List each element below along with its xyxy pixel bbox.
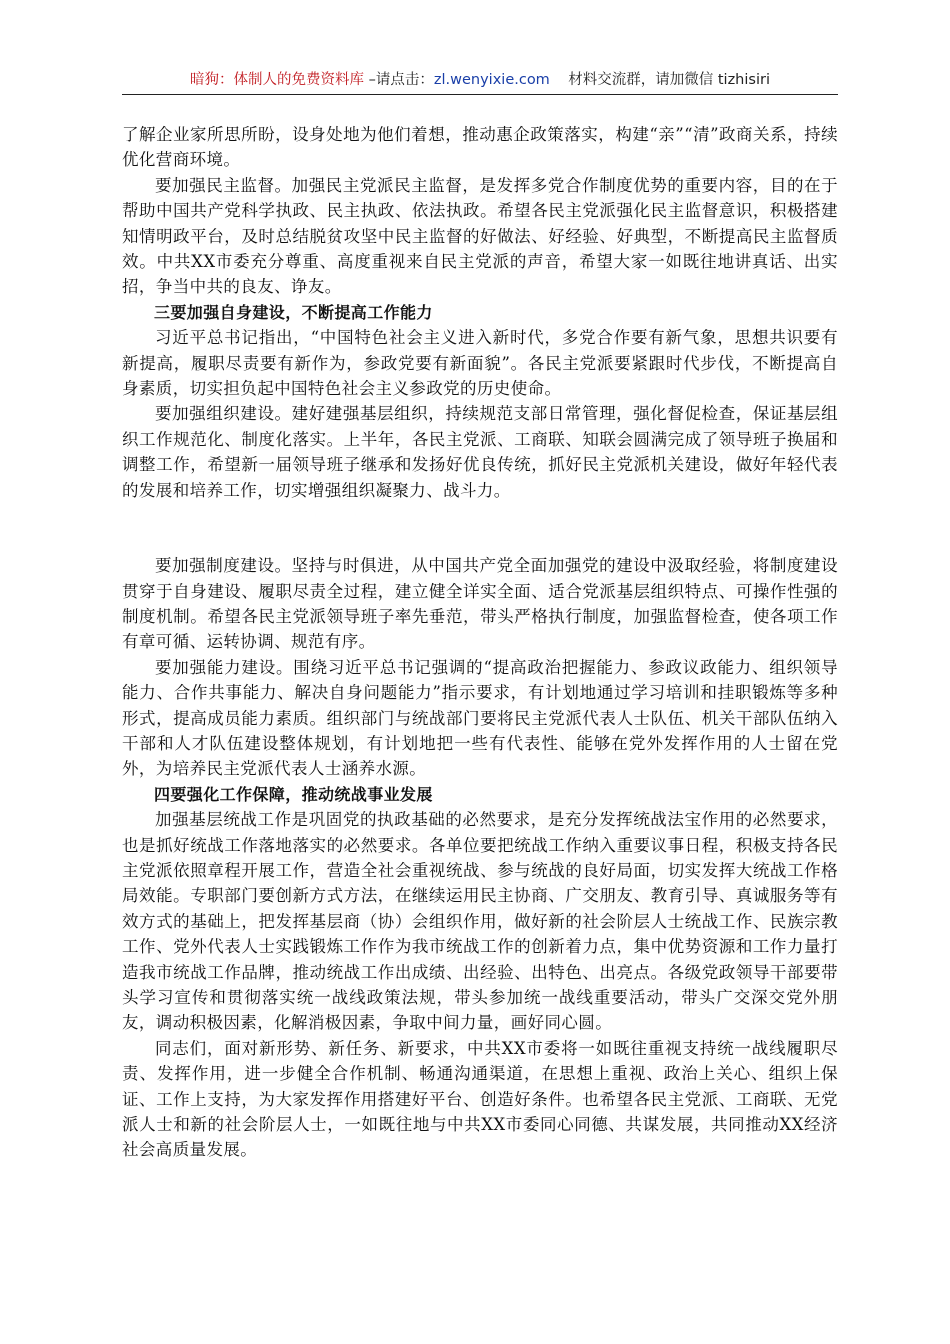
header-url-link[interactable]: zl.wenyixie.com: [433, 72, 550, 88]
header-click-prompt: –请点击：: [364, 72, 434, 88]
header-brand: 暗狗：体制人的免费资料库: [190, 72, 365, 88]
page-break-gap: [122, 503, 838, 553]
paragraph: 要加强民主监督。加强民主党派民主监督，是发挥多党合作制度优势的重要内容，目的在于帮助中国共产党科学执政、民主执政、依法执政。希望各民主党派强化民主监督意识，积极搭建知情明政平台，及时总结脱贫攻坚中民主监督的好做法、好经验、好典型，不断提高民主监督质效。中共XX市委充分尊重、高度重视来自民主党派的声音，希望大家一如既往地讲真话、出实招，争当中共的良友、诤友。: [122, 175, 838, 297]
paragraph: 要加强能力建设。围绕习近平总书记强调的“提高政治把握能力、参政议政能力、组织领导能力、合作共事能力、解决自身问题能力”指示要求，有计划地通过学习培训和挂职锻炼等多种形式，提高成员能力素质。组织部门与统战部门要将民主党派代表人士队伍、机关干部队伍纳入干部和人才队伍建设整体规划，有计划地把一些有代表性、能够在党外发挥作用的人士留在党外，为培养民主党派代表人士涵养水源。: [122, 657, 838, 779]
page-header: [122, 68, 838, 95]
paragraph: 了解企业家所思所盼，设身处地为他们着想，推动惠企政策落实，构建“亲”“清”政商关系，持续优化营商环境。: [122, 125, 838, 170]
paragraph: 同志们，面对新形势、新任务、新要求，中共XX市委将一如既往重视支持统一战线履职尽责、发挥作用，进一步健全合作机制、畅通沟通渠道，在思想上重视、政治上关心、组织上保证、工作上支持，为大家发挥作用搭建好平台、创造好条件。也希望各民主党派、工商联、无党派人士和新的社会阶层人士，一如既往地与中共XX市委同心同德、共谋发展，共同推动XX经济社会高质量发展。: [122, 1038, 838, 1160]
paragraph: 加强基层统战工作是巩固党的执政基础的必然要求，是充分发挥统战法宝作用的必然要求，也是抓好统战工作落地落实的必然要求。各单位要把统战工作纳入重要议事日程，积极支持各民主党派依照章程开展工作，营造全社会重视统战、参与统战的良好局面，切实发挥大统战工作格局效能。专职部门要创新方式方法，在继续运用民主协商、广交朋友、教育引导、真诚服务等有效方式的基础上，把发挥基层商（协）会组织作用，做好新的社会阶层人士统战工作、民族宗教工作、党外代表人士实践锻炼工作作为我市统战工作的创新着力点，集中优势资源和工作力量打造我市统战工作品牌，推动统战工作出成绩、出经验、出特色、出亮点。各级党政领导干部要带头学习宣传和贯彻落实统一战线政策法规，带头参加统一战线重要活动，带头广交深交党外朋友，调动积极因素，化解消极因素，争取中间力量，画好同心圆。: [122, 810, 838, 1033]
paragraph: 要加强制度建设。坚持与时俱进，从中国共产党全面加强党的建设中汲取经验，将制度建设贯穿于自身建设、履职尽责全过程，建立健全详实全面、适合党派基层组织特点、可操作性强的制度机制。希望各民主党派领导班子率先垂范，带头严格执行制度，加强监督检查，使各项工作有章可循、运转协调、规范有序。: [122, 556, 838, 652]
paragraph: 习近平总书记指出，“中国特色社会主义进入新时代，多党合作要有新气象，思想共识要有新提高，履职尽责要有新作为，参政党要有新面貌”。各民主党派要紧跟时代步伐，不断提高自身素质，切实担负起中国特色社会主义参政党的历史使命。: [122, 328, 838, 399]
section-heading: 四要强化工作保障，推动统战事业发展: [154, 784, 433, 804]
section-heading: 三要加强自身建设，不断提高工作能力: [154, 302, 433, 322]
header-group-info: 材料交流群，请加微信 tizhisiri: [568, 72, 770, 88]
paragraph: 要加强组织建设。建好建强基层组织，持续规范支部日常管理，强化督促检查，保证基层组织工作规范化、制度化落实。上半年，各民主党派、工商联、知联会圆满完成了领导班子换届和调整工作，希望新一届领导班子继承和发扬好优良传统，抓好民主党派机关建设，做好年轻代表的发展和培养工作，切实增强组织凝聚力、战斗力。: [122, 404, 838, 500]
document-body: [122, 122, 838, 1163]
